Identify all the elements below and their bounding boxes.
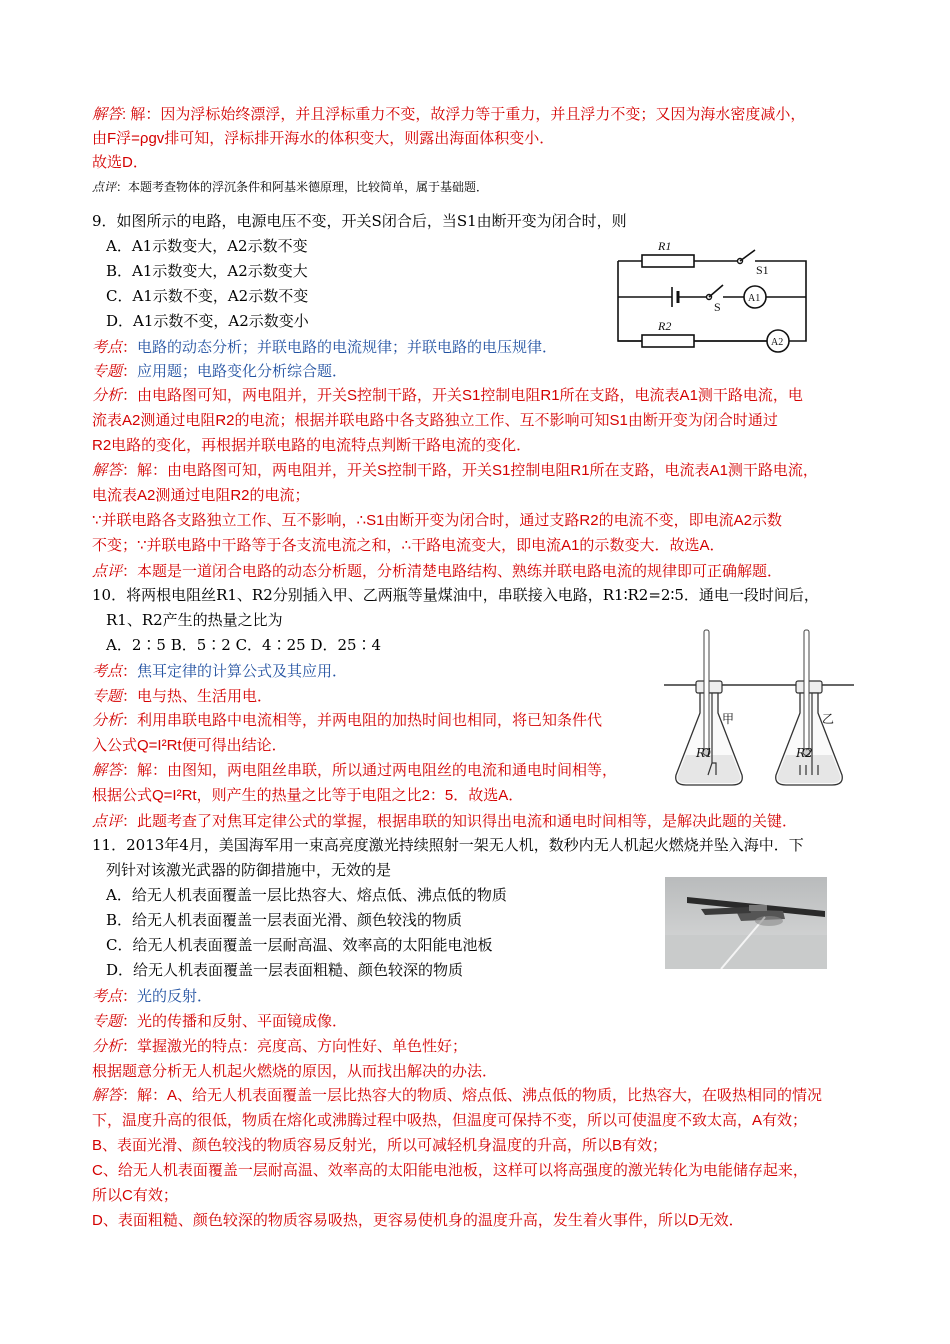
q9-stem: 9．如图所示的电路，电源电压不变，开关S闭合后，当S1由断开变为闭合时，则 bbox=[92, 212, 627, 230]
topic-label: 专题 bbox=[92, 1012, 123, 1030]
q10-topic: 专题：电与热、生活用电． bbox=[92, 687, 273, 705]
q9-option-d: D．A1示数不变，A2示数变小 bbox=[106, 312, 309, 330]
label-r2: R2 bbox=[658, 319, 672, 333]
q9-point: 考点：电路的动态分析；并联电路的电流规律；并联电路的电压规律． bbox=[92, 338, 558, 356]
smoke bbox=[755, 916, 783, 926]
comment-label: 点评 bbox=[92, 562, 123, 580]
q11-option-a: A．给无人机表面覆盖一层比热容大、熔点低、沸点低的物质 bbox=[106, 886, 507, 904]
label-r2: R2 bbox=[796, 746, 813, 760]
label-s: S bbox=[714, 300, 721, 314]
q11-analysis-line1: 分析：掌握激光的特点：亮度高、方向性好、单色性好； bbox=[92, 1037, 468, 1055]
q8-comment: 点评：本题考查物体的浮沉条件和阿基米德原理，比较简单，属于基础题． bbox=[92, 180, 489, 194]
resistor-r2 bbox=[642, 335, 694, 347]
q8-answer-line1: 解答: 解：因为浮标始终漂浮，并且浮标重力不变，故浮力等于重力，并且浮力不变；又因为海水密度减小， bbox=[92, 106, 806, 123]
q10-answer-line1: 解答：解：由图知，两电阻丝串联，所以通过两电阻丝的电流和通电时间相等， bbox=[92, 762, 618, 779]
point-label: 考点 bbox=[92, 662, 123, 680]
q10-comment: 点评：此题考查了对焦耳定律公式的掌握，根据串联的知识得出电流和通电时间相等，是解决此题的关键． bbox=[92, 812, 798, 830]
answer-label: 解答 bbox=[92, 762, 123, 779]
resistor-r1 bbox=[642, 255, 694, 267]
q9-analysis-line1: 分析：由电路图可知，两电阻并，开关S控制干路，开关S1控制电阻R1所在支路，电流表A1测干路电流，电 bbox=[92, 387, 803, 404]
q11-answer-line2: 下，温度升高的很低，物质在熔化或沸腾过程中吸热，但温度可保持不变，所以可使温度不致太高，A有效； bbox=[92, 1112, 808, 1129]
q11-option-c: C．给无人机表面覆盖一层耐高温、效率高的太阳能电池板 bbox=[106, 936, 493, 954]
analysis-label: 分析 bbox=[92, 1037, 123, 1055]
point-label: 考点 bbox=[92, 338, 123, 356]
q10-stem-line2: R1、R2产生的热量之比为 bbox=[106, 611, 283, 629]
analysis-label: 分析 bbox=[92, 712, 123, 729]
q10-point: 考点：焦耳定律的计算公式及其应用． bbox=[92, 662, 348, 680]
switch-s-blade bbox=[709, 285, 723, 297]
q10-analysis-line2: 入公式Q=I²Rt便可得出结论． bbox=[92, 737, 287, 754]
answer-label: 解答 bbox=[92, 462, 123, 479]
q9-topic: 专题：应用题；电路变化分析综合题． bbox=[92, 362, 348, 380]
point-label: 考点 bbox=[92, 987, 123, 1005]
label-r1: R1 bbox=[658, 239, 672, 253]
comment-label: 点评 bbox=[92, 812, 123, 830]
q9-answer-line4: 不变；∵并联电路中干路等于各支流电流之和，∴干路电流变大，即电流A1的示数变大．故选A． bbox=[92, 537, 725, 554]
q11-answer-line6: D、表面粗糙、颜色较深的物质容易吸热，更容易使机身的温度升高，发生着火事件，所以D无效． bbox=[92, 1212, 744, 1229]
label-r1: R1 bbox=[696, 746, 713, 760]
q11-answer-line4: C、给无人机表面覆盖一层耐高温、效率高的太阳能电池板，这样可以将高强度的激光转化为电能储存起来， bbox=[92, 1162, 808, 1179]
q9-answer-line2: 电流表A2测通过电阻R2的电流； bbox=[92, 487, 310, 504]
label-a2: A2 bbox=[771, 337, 784, 348]
q9-analysis-line3: R2电路的变化，再根据并联电路的电流特点判断干路电流的变化． bbox=[92, 437, 532, 454]
drone-photo bbox=[665, 877, 827, 969]
comment-label: 点评 bbox=[92, 180, 117, 194]
label-left-flask: 甲 bbox=[722, 712, 735, 726]
q10-answer-line2: 根据公式Q=I²Rt，则产生的热量之比等于电阻之比2：5．故选A． bbox=[92, 787, 524, 804]
q9-answer-line3: ∵并联电路各支路独立工作、互不影响，∴S1由断开变为闭合时，通过支路R2的电流不变，即电流A2示数 bbox=[92, 512, 782, 529]
label-a1: A1 bbox=[748, 293, 761, 304]
analysis-label: 分析 bbox=[92, 387, 123, 404]
q11-stem-line1: 11．2013年4月，美国海军用一束高亮度激光持续照射一架无人机，数秒内无人机起火燃烧并坠入海中．下 bbox=[92, 836, 804, 854]
q11-option-b: B．给无人机表面覆盖一层表面光滑、颜色较浅的物质 bbox=[106, 911, 463, 929]
topic-label: 专题 bbox=[92, 687, 123, 705]
q11-topic: 专题：光的传播和反射、平面镜成像． bbox=[92, 1012, 348, 1030]
q9-comment: 点评：本题是一道闭合电路的动态分析题，分析清楚电路结构、熟练并联电路电流的规律即可正确解题． bbox=[92, 562, 783, 580]
q11-answer-line1: 解答：解：A、给无人机表面覆盖一层比热容大的物质、熔点低、沸点低的物质，比热容大，在吸热相同的情况 bbox=[92, 1087, 823, 1104]
flask-right bbox=[776, 630, 843, 785]
q9-analysis-line2: 流表A2测通过电阻R2的电流；根据并联电路中各支路独立工作、互不影响可知S1由断开变为闭合时通过 bbox=[92, 412, 778, 429]
q10-analysis-line1: 分析：利用串联电路中电流相等，并两电阻的加热时间也相同，将已知条件代 bbox=[92, 712, 603, 729]
answer-label: 解答 bbox=[92, 1087, 123, 1104]
circuit-diagram bbox=[610, 238, 814, 356]
q9-option-c: C．A1示数不变，A2示数不变 bbox=[106, 287, 309, 305]
answer-label: 解答 bbox=[92, 106, 123, 123]
q10-stem-line1: 10．将两根电阻丝R1、R2分别插入甲、乙两瓶等量煤油中，串联接入电路，R1∶R2=2∶5．通电一段时间后， bbox=[92, 586, 819, 604]
q8-answer-line2: 由F浮=ρgv排可知，浮标排开海水的体积变大，则露出海面体积变小． bbox=[92, 130, 555, 147]
q10-options: A．2∶5 B．5∶2 C．4∶25 D．25∶4 bbox=[106, 636, 382, 654]
q8-answer-line3: 故选D． bbox=[92, 154, 148, 171]
q11-analysis-line2: 根据题意分析无人机起火燃烧的原因，从而找出解决的办法． bbox=[92, 1062, 498, 1080]
q11-option-d: D．给无人机表面覆盖一层表面粗糙、颜色较深的物质 bbox=[106, 961, 464, 979]
switch-s1-blade bbox=[740, 250, 755, 261]
q11-answer-line5: 所以C有效； bbox=[92, 1187, 178, 1204]
q11-stem-line2: 列针对该激光武器的防御措施中，无效的是 bbox=[106, 861, 392, 879]
flask-heating-diagram bbox=[660, 625, 858, 789]
q11-point: 考点：光的反射． bbox=[92, 987, 213, 1005]
q11-answer-line3: B、表面光滑、颜色较浅的物质容易反射光，所以可减轻机身温度的升高，所以B有效； bbox=[92, 1137, 668, 1154]
q9-option-a: A．A1示数变大，A2示数不变 bbox=[106, 237, 308, 255]
topic-label: 专题 bbox=[92, 362, 123, 380]
q9-answer-line1: 解答：解：由电路图可知，两电阻并，开关S控制干路，开关S1控制电阻R1所在支路，电流表A1测干路电流， bbox=[92, 462, 818, 479]
q9-option-b: B．A1示数变大，A2示数变大 bbox=[106, 262, 308, 280]
flask-left bbox=[676, 630, 743, 785]
label-right-flask: 乙 bbox=[822, 712, 835, 726]
label-s1: S1 bbox=[756, 263, 769, 277]
